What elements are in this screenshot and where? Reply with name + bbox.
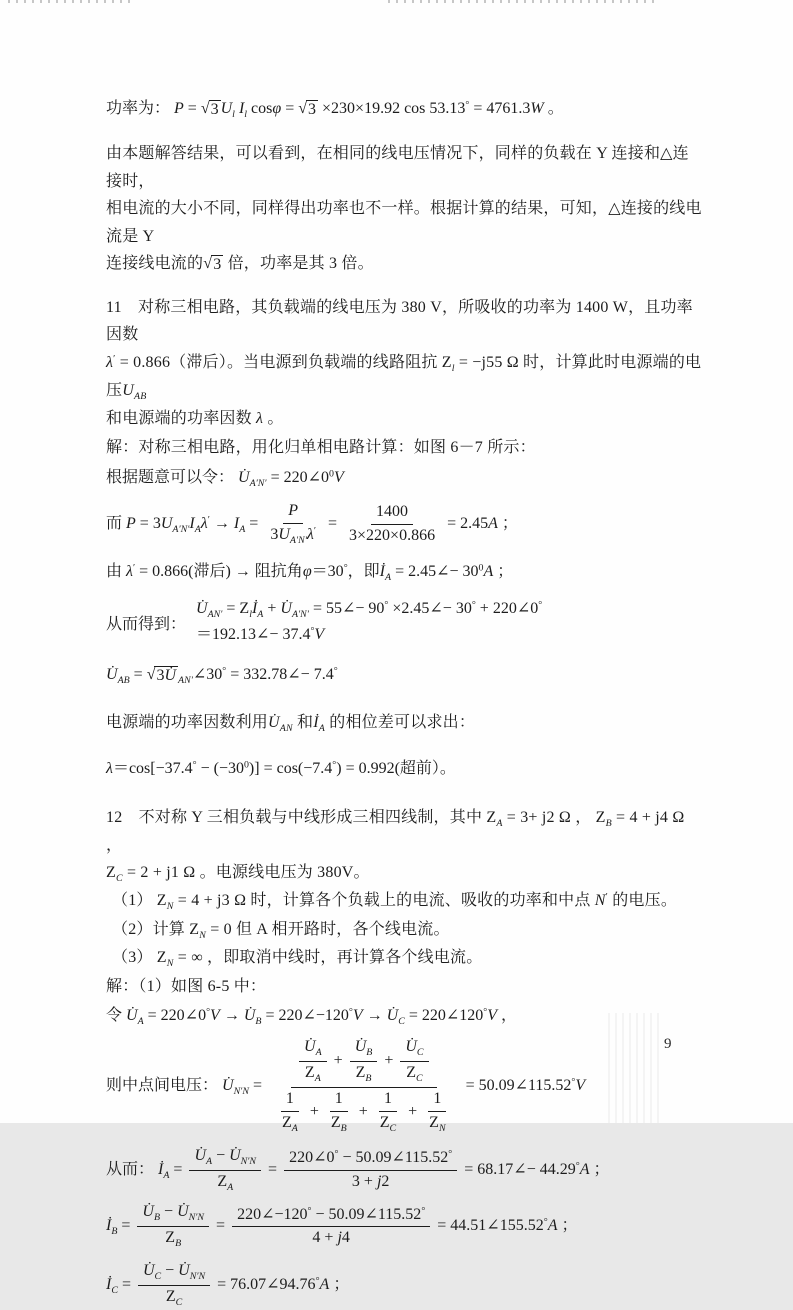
problem-12-question-3: （3） $Z_N$ = ∞ ，即取消中线时，再计算各个线电流。 <box>112 949 483 970</box>
summary-line-2: 相电流的大小不同，同样得出功率也不一样。根据计算的结果，可知，△连接的线电流是 Y <box>106 200 702 245</box>
page-number: 9 <box>664 1036 672 1052</box>
derivation-formula-stack <box>196 597 542 647</box>
problem-11-lambda-result: $\lambda=\cos[-37.4^\circ - (-30^0)] = \cos(-7.4^\circ) = 0.992$(超前）。 <box>106 759 456 777</box>
problem-12-line-2: $Z_C = 2 + j1$ Ω 。电源线电压为 380V。 <box>106 864 370 885</box>
problem-12-question-2: （2）计算 $Z_N = 0$ 但 A 相开路时，各个线电流。 <box>112 920 450 941</box>
problem-11-assumption-formula: 根据题意可以令： $U̇_{A'N'}$ = $220\angle 0^0V$ <box>106 468 344 489</box>
summary-line-3: 连接线电流的 √ 3 倍，功率是其 3 倍。 <box>106 255 374 274</box>
problem-12-solution-intro: 解：（1）如图 6-5 中： <box>106 977 267 995</box>
problem-12-statement <box>106 804 703 1001</box>
scan-artifact-ticks <box>8 0 136 3</box>
problem-11-uab-formula: $U̇_{AB}$ = √ 3U̇ $_{AN'}$∠30° = 332.78∠− 7.4° <box>106 665 338 687</box>
summary-paragraph <box>106 140 703 278</box>
problem-12-current-b-formula: $İ_B$ = $\frac{U̇_B - U̇_{N'N}}{Z_B}$ = $\frac{220\angle-120^\circ - 50.09\angle 115.52^\circ}{4 + j4}$ = 44.51∠155.52°A ； <box>106 1203 578 1250</box>
derivation-line-2: ＝192.13∠− 37.4°V <box>196 625 325 643</box>
scan-artifact-streaks <box>608 1013 663 1123</box>
power-formula-line: 功率为： P = √ 3 $U_l$ $I_l$ cosφ = √ 3 ×230×19.92 cos 53.13° = 4761.3W 。 <box>106 99 564 120</box>
derivation-line-1: $U̇_{AN'}$ = $Z_lİ_A$ + $U̇_{A'N'}$ = 55∠− 90° ×2.45∠− 30° + 220∠0° <box>196 599 543 621</box>
problem-11-line-3: 和电源端的功率因数 λ 。 <box>106 409 284 427</box>
problem-11-current-formula: 而 $P = 3U_{A'N'}I_A\lambda' \to I_A$ = $\frac{P}{3U_{A'N'}\lambda'}$ = $\frac{1400}{3\times 220\times 0.866}$ = 2.45A ； <box>106 502 518 547</box>
problem-12-line-1: 12 不对称 Y 三相负载与中线形成三相四线制，其中 $Z_A = 3+ j2$ Ω ， $Z_B = 4 + j4$ Ω ， <box>106 808 685 854</box>
problem-12-neutral-voltage-formula: 则中点间电压： $U̇_{N'N}$ = $\frac{U̇_A}{Z_A}$ + $\frac{U̇_B}{Z_B}$ + $\frac{U̇_C}{Z_C}$ $\frac{1}{Z_A}$ + $\frac{1}{Z_B}$ + $\frac{1}{Z_C}$ + $\frac{1}{Z_N}$ = 50.09∠115.52°V <box>106 1038 586 1134</box>
scan-artifact-ticks <box>388 0 658 3</box>
problem-11-line-1: 11 对称三相电路，其负载端的线电压为 380 V，所吸收的功率为 1400 W，且功率因数 <box>106 298 693 344</box>
problem-11-power-factor-note: 电源端的功率因数利用$U̇_{AN}$ 和$İ_A$ 的相位差可以求出： <box>106 713 476 734</box>
problem-12-source-voltages: 令 $U̇_A$ = 220∠0°V → $U̇_B$ = 220∠−120°V → $U̇_C$ = 220∠120°V ， <box>106 1006 518 1028</box>
derivation-label: 从而得到： <box>106 615 187 633</box>
problem-12-current-c-formula: $İ_C$ = $\frac{U̇_C - U̇_{N'N}}{Z_C}$ = 76.07∠94.76°A ； <box>106 1262 350 1308</box>
problem-11-impedance-angle-line: 由 λ′ = 0.866(滞后) → 阻抗角φ＝30°，即$İ_A$ = 2.45∠− $30^0A$ ； <box>106 562 514 583</box>
problem-12-question-1: （1） $Z_N = 4 + j3$ Ω 时，计算各个负载上的电流、吸收的功率和中点 N′ 的电压。 <box>112 891 678 913</box>
problem-11-statement <box>106 294 703 433</box>
problem-11-solution-intro: 解：对称三相电路，用化归单相电路计算：如图 6－7 所示： <box>106 439 536 457</box>
problem-12-current-a-formula: 从而： $İ_A$ = $\frac{U̇_A - U̇_{N'N}}{Z_A}$ = $\frac{220\angle 0^\circ - 50.09\angle 115.52^\circ}{3 + j2}$ = 68.17∠− 44.29°A ； <box>106 1146 610 1193</box>
problem-11-line-2: λ′ = 0.866（滞后）。当电源到负载端的线路阻抗 $Z_l = -j55$ Ω 时，计算此时电源端的电压$U_{AB}$ <box>106 353 702 402</box>
problem-11-derivation-block <box>106 597 703 647</box>
summary-line-1: 由本题解答结果，可以看到，在相同的线电压情况下，同样的负载在 Y 连接和△连接时， <box>106 145 689 190</box>
